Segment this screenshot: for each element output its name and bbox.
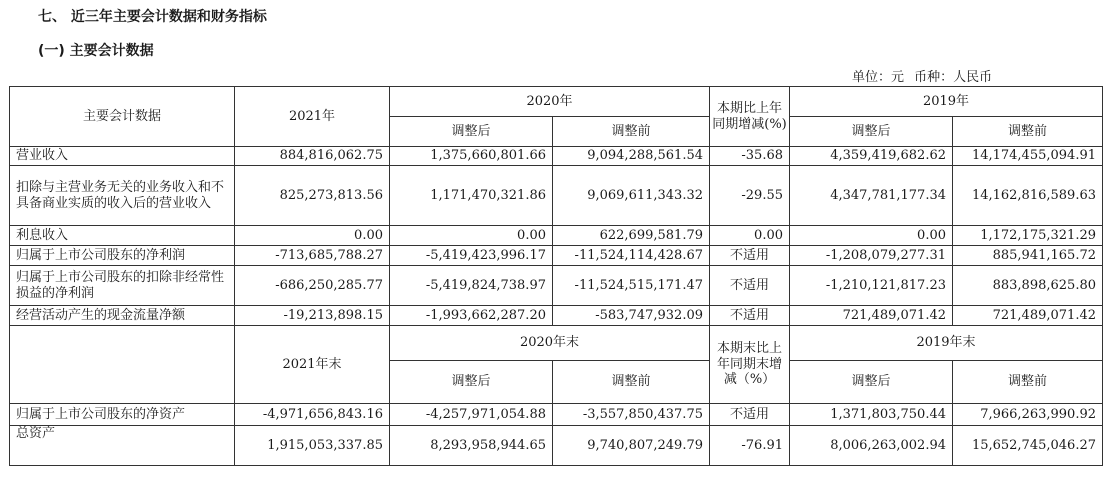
cell-2020-adjusted-after: -1,993,662,287.20 bbox=[390, 306, 553, 326]
cell-2019-adjusted-before: 14,162,816,589.63 bbox=[953, 166, 1103, 226]
header-2019-adjusted-before: 调整前 bbox=[953, 117, 1103, 147]
header-2019-end: 2019年末 bbox=[790, 326, 1103, 361]
table-row bbox=[10, 166, 1103, 226]
cell-change: 0.00 bbox=[710, 226, 790, 246]
cell-2021: 884,816,062.75 bbox=[235, 147, 390, 166]
header-2021-end: 2021年末 bbox=[235, 326, 390, 404]
row-label: 经营活动产生的现金流量净额 bbox=[10, 306, 235, 326]
cell-2021: 825,273,813.56 bbox=[235, 166, 390, 226]
cell-2019-end-adjusted-before: 15,652,745,046.27 bbox=[953, 426, 1103, 466]
table-row bbox=[10, 246, 1103, 266]
table-row bbox=[10, 306, 1103, 326]
header-change: 本期比上年同期增减(%) bbox=[710, 87, 790, 147]
row-label: 归属于上市公司股东的净利润 bbox=[10, 246, 235, 266]
row-label: 归属于上市公司股东的净资产 bbox=[10, 404, 235, 426]
cell-2020-adjusted-before: 9,069,611,343.32 bbox=[553, 166, 710, 226]
header-blank bbox=[10, 326, 235, 404]
cell-2021: -686,250,285.77 bbox=[235, 266, 390, 306]
header-2020-adjusted-before: 调整前 bbox=[553, 117, 710, 147]
cell-2019-adjusted-before: 1,172,175,321.29 bbox=[953, 226, 1103, 246]
cell-2020-end-adjusted-before: -3,557,850,437.75 bbox=[553, 404, 710, 426]
subsection-title: (一) 主要会计数据 bbox=[38, 43, 154, 59]
header-2021: 2021年 bbox=[235, 87, 390, 147]
cell-change-end: 不适用 bbox=[710, 404, 790, 426]
unit-line: 单位：元 币种：人民币 bbox=[852, 70, 993, 85]
cell-2020-adjusted-before: 622,699,581.79 bbox=[553, 226, 710, 246]
section-title: 七、 近三年主要会计数据和财务指标 bbox=[38, 9, 267, 25]
cell-2019-adjusted-after: 4,359,419,682.62 bbox=[790, 147, 953, 166]
header-2020-end-adjusted-before: 调整前 bbox=[553, 361, 710, 404]
table-row bbox=[10, 226, 1103, 246]
header-2020: 2020年 bbox=[390, 87, 710, 117]
cell-2020-adjusted-after: 1,171,470,321.86 bbox=[390, 166, 553, 226]
header-2020-end-adjusted-after: 调整后 bbox=[390, 361, 553, 404]
cell-2021: -713,685,788.27 bbox=[235, 246, 390, 266]
cell-2019-adjusted-before: 885,941,165.72 bbox=[953, 246, 1103, 266]
table-row bbox=[10, 266, 1103, 306]
cell-2020-adjusted-after: -5,419,423,996.17 bbox=[390, 246, 553, 266]
table-row bbox=[10, 404, 1103, 426]
table-row bbox=[10, 147, 1103, 166]
row-label: 总资产 bbox=[10, 426, 235, 466]
cell-2019-end-adjusted-after: 8,006,263,002.94 bbox=[790, 426, 953, 466]
header-2019-end-adjusted-before: 调整前 bbox=[953, 361, 1103, 404]
cell-2019-adjusted-after: -1,210,121,817.23 bbox=[790, 266, 953, 306]
cell-2019-adjusted-before: 883,898,625.80 bbox=[953, 266, 1103, 306]
cell-2019-adjusted-before: 721,489,071.42 bbox=[953, 306, 1103, 326]
header-item: 主要会计数据 bbox=[10, 87, 235, 147]
cell-2020-adjusted-before: -11,524,515,171.47 bbox=[553, 266, 710, 306]
cell-2021: -19,213,898.15 bbox=[235, 306, 390, 326]
header-2019-adjusted-after: 调整后 bbox=[790, 117, 953, 147]
cell-2021-end: 1,915,053,337.85 bbox=[235, 426, 390, 466]
cell-change: -35.68 bbox=[710, 147, 790, 166]
row-label: 归属于上市公司股东的扣除非经常性损益的净利润 bbox=[10, 266, 235, 306]
row-label: 利息收入 bbox=[10, 226, 235, 246]
cell-2020-end-adjusted-after: -4,257,971,054.88 bbox=[390, 404, 553, 426]
header-2020-end: 2020年末 bbox=[390, 326, 710, 361]
cell-2020-adjusted-before: -11,524,114,428.67 bbox=[553, 246, 710, 266]
cell-2019-adjusted-after: -1,208,079,277.31 bbox=[790, 246, 953, 266]
cell-2021: 0.00 bbox=[235, 226, 390, 246]
cell-2019-end-adjusted-before: 7,966,263,990.92 bbox=[953, 404, 1103, 426]
cell-2019-adjusted-after: 0.00 bbox=[790, 226, 953, 246]
cell-change: 不适用 bbox=[710, 246, 790, 266]
cell-2020-adjusted-after: -5,419,824,738.97 bbox=[390, 266, 553, 306]
cell-change: -29.55 bbox=[710, 166, 790, 226]
header-change-end: 本期末比上年同期末增减（%） bbox=[710, 326, 790, 404]
cell-2021-end: -4,971,656,843.16 bbox=[235, 404, 390, 426]
cell-2020-adjusted-before: -583,747,932.09 bbox=[553, 306, 710, 326]
cell-2019-adjusted-after: 721,489,071.42 bbox=[790, 306, 953, 326]
cell-2020-end-adjusted-before: 9,740,807,249.79 bbox=[553, 426, 710, 466]
cell-2020-adjusted-before: 9,094,288,561.54 bbox=[553, 147, 710, 166]
cell-change: 不适用 bbox=[710, 306, 790, 326]
cell-2019-adjusted-after: 4,347,781,177.34 bbox=[790, 166, 953, 226]
header-2019-end-adjusted-after: 调整后 bbox=[790, 361, 953, 404]
accounting-data-table bbox=[9, 86, 1103, 466]
cell-2020-end-adjusted-after: 8,293,958,944.65 bbox=[390, 426, 553, 466]
cell-2019-end-adjusted-after: 1,371,803,750.44 bbox=[790, 404, 953, 426]
row-label: 扣除与主营业务无关的业务收入和不具备商业实质的收入后的营业收入 bbox=[10, 166, 235, 226]
cell-2020-adjusted-after: 0.00 bbox=[390, 226, 553, 246]
cell-change-end: -76.91 bbox=[710, 426, 790, 466]
row-label: 营业收入 bbox=[10, 147, 235, 166]
header-2019: 2019年 bbox=[790, 87, 1103, 117]
cell-2020-adjusted-after: 1,375,660,801.66 bbox=[390, 147, 553, 166]
cell-change: 不适用 bbox=[710, 266, 790, 306]
header-2020-adjusted-after: 调整后 bbox=[390, 117, 553, 147]
table-row bbox=[10, 426, 1103, 466]
cell-2019-adjusted-before: 14,174,455,094.91 bbox=[953, 147, 1103, 166]
